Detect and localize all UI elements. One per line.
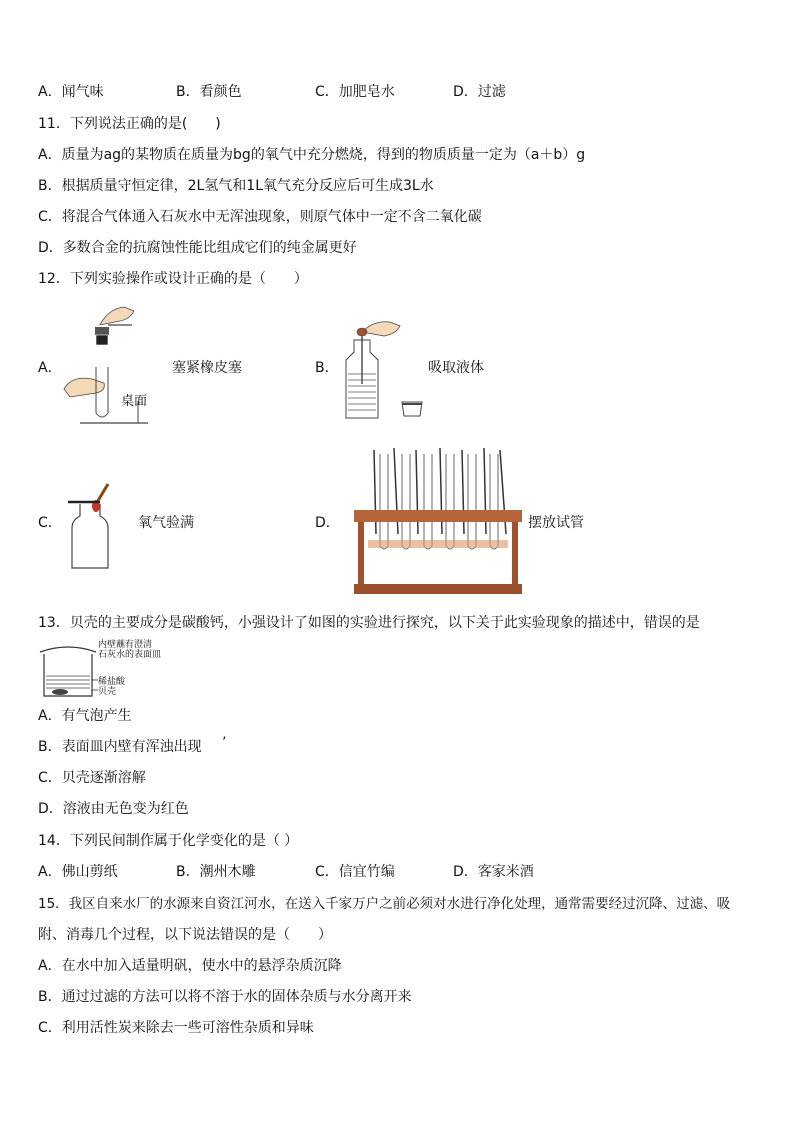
- q13-option-a: A．有气泡产生: [38, 708, 132, 724]
- q12-option-a-caption: 塞紧橡皮塞: [172, 360, 242, 376]
- q14-option-c: C．信宜竹编: [315, 864, 395, 880]
- q12-option-a-letter: A．: [38, 360, 62, 376]
- q12-option-d-letter: D．: [315, 515, 340, 531]
- test-tube-rack-figure: [350, 444, 526, 600]
- q14-stem: 14．下列民间制作属于化学变化的是（ ）: [38, 833, 299, 849]
- gas-bottle-figure: [66, 480, 126, 572]
- q11-option-a: A．质量为ag的某物质在质量为bg的氧气中充分燃烧，得到的物质质量一定为（a＋b）g: [38, 147, 586, 163]
- q11-option-b: B．根据质量守恒定律，2L氢气和1L氧气充分反应后可生成3L水: [38, 178, 434, 194]
- q13-option-b: B．表面皿内壁有浑浊出现: [38, 739, 202, 755]
- shell-acid-figure: [38, 644, 98, 698]
- q14-option-a: A．佛山剪纸: [38, 864, 118, 880]
- q14-option-b: B．潮州木雕: [176, 864, 256, 880]
- q10-option-d: D．过滤: [453, 84, 506, 100]
- q12-option-c-letter: C．: [38, 515, 62, 531]
- q10-option-b: B．看颜色: [176, 84, 242, 100]
- q12-option-b-letter: B．: [315, 360, 339, 376]
- q13-figure-label-3: 稀盐酸: [98, 677, 126, 687]
- q12-stem: 12．下列实验操作或设计正确的是（ ）: [38, 271, 308, 287]
- dropper-bottle-figure: [340, 318, 430, 422]
- q12-a-figure-label: 桌面: [121, 394, 148, 409]
- q13-figure-label-4: 贝壳: [98, 687, 117, 697]
- q15-option-b: B．通过过滤的方法可以将不溶于水的固体杂质与水分离开来: [38, 989, 412, 1005]
- q13-stray-mark: ’: [222, 735, 227, 751]
- q11-stem: 11．下列说法正确的是( ): [38, 116, 221, 132]
- q13-figure-label-2: 石灰水的表面皿: [98, 650, 162, 660]
- q13-figure-label-1: 内壁蘸有澄清: [98, 640, 153, 650]
- q12-option-d-caption: 摆放试管: [528, 515, 584, 531]
- q15-stem-line1: 15．我区自来水厂的水源来自资江河水，在送入千家万户之前必须对水进行净化处理，通常需要经过沉降、过滤、吸: [38, 896, 731, 912]
- q15-option-a: A．在水中加入适量明矾，使水中的悬浮杂质沉降: [38, 958, 342, 974]
- q15-option-c: C．利用活性炭来除去一些可溶性杂质和异味: [38, 1020, 314, 1036]
- q15-stem-line2: 附、消毒几个过程，以下说法错误的是（ ）: [38, 927, 332, 943]
- q11-option-c: C．将混合气体通入石灰水中无浑浊现象，则原气体中一定不含二氧化碳: [38, 209, 482, 225]
- q12-option-b-caption: 吸取液体: [428, 360, 484, 376]
- q13-stem: 13．贝壳的主要成分是碳酸钙，小强设计了如图的实验进行探究，以下关于此实验现象的描述中，错误的是: [38, 615, 700, 631]
- q11-option-d: D．多数合金的抗腐蚀性能比组成它们的纯金属更好: [38, 240, 357, 256]
- q12-option-c-caption: 氧气验满: [138, 515, 194, 531]
- q10-option-a: A．闻气味: [38, 84, 104, 100]
- q13-option-c: C．贝壳逐渐溶解: [38, 770, 146, 786]
- q13-option-d: D．溶液由无色变为红色: [38, 801, 189, 817]
- q14-option-d: D．客家米酒: [453, 864, 534, 880]
- q10-option-c: C．加肥皂水: [315, 84, 395, 100]
